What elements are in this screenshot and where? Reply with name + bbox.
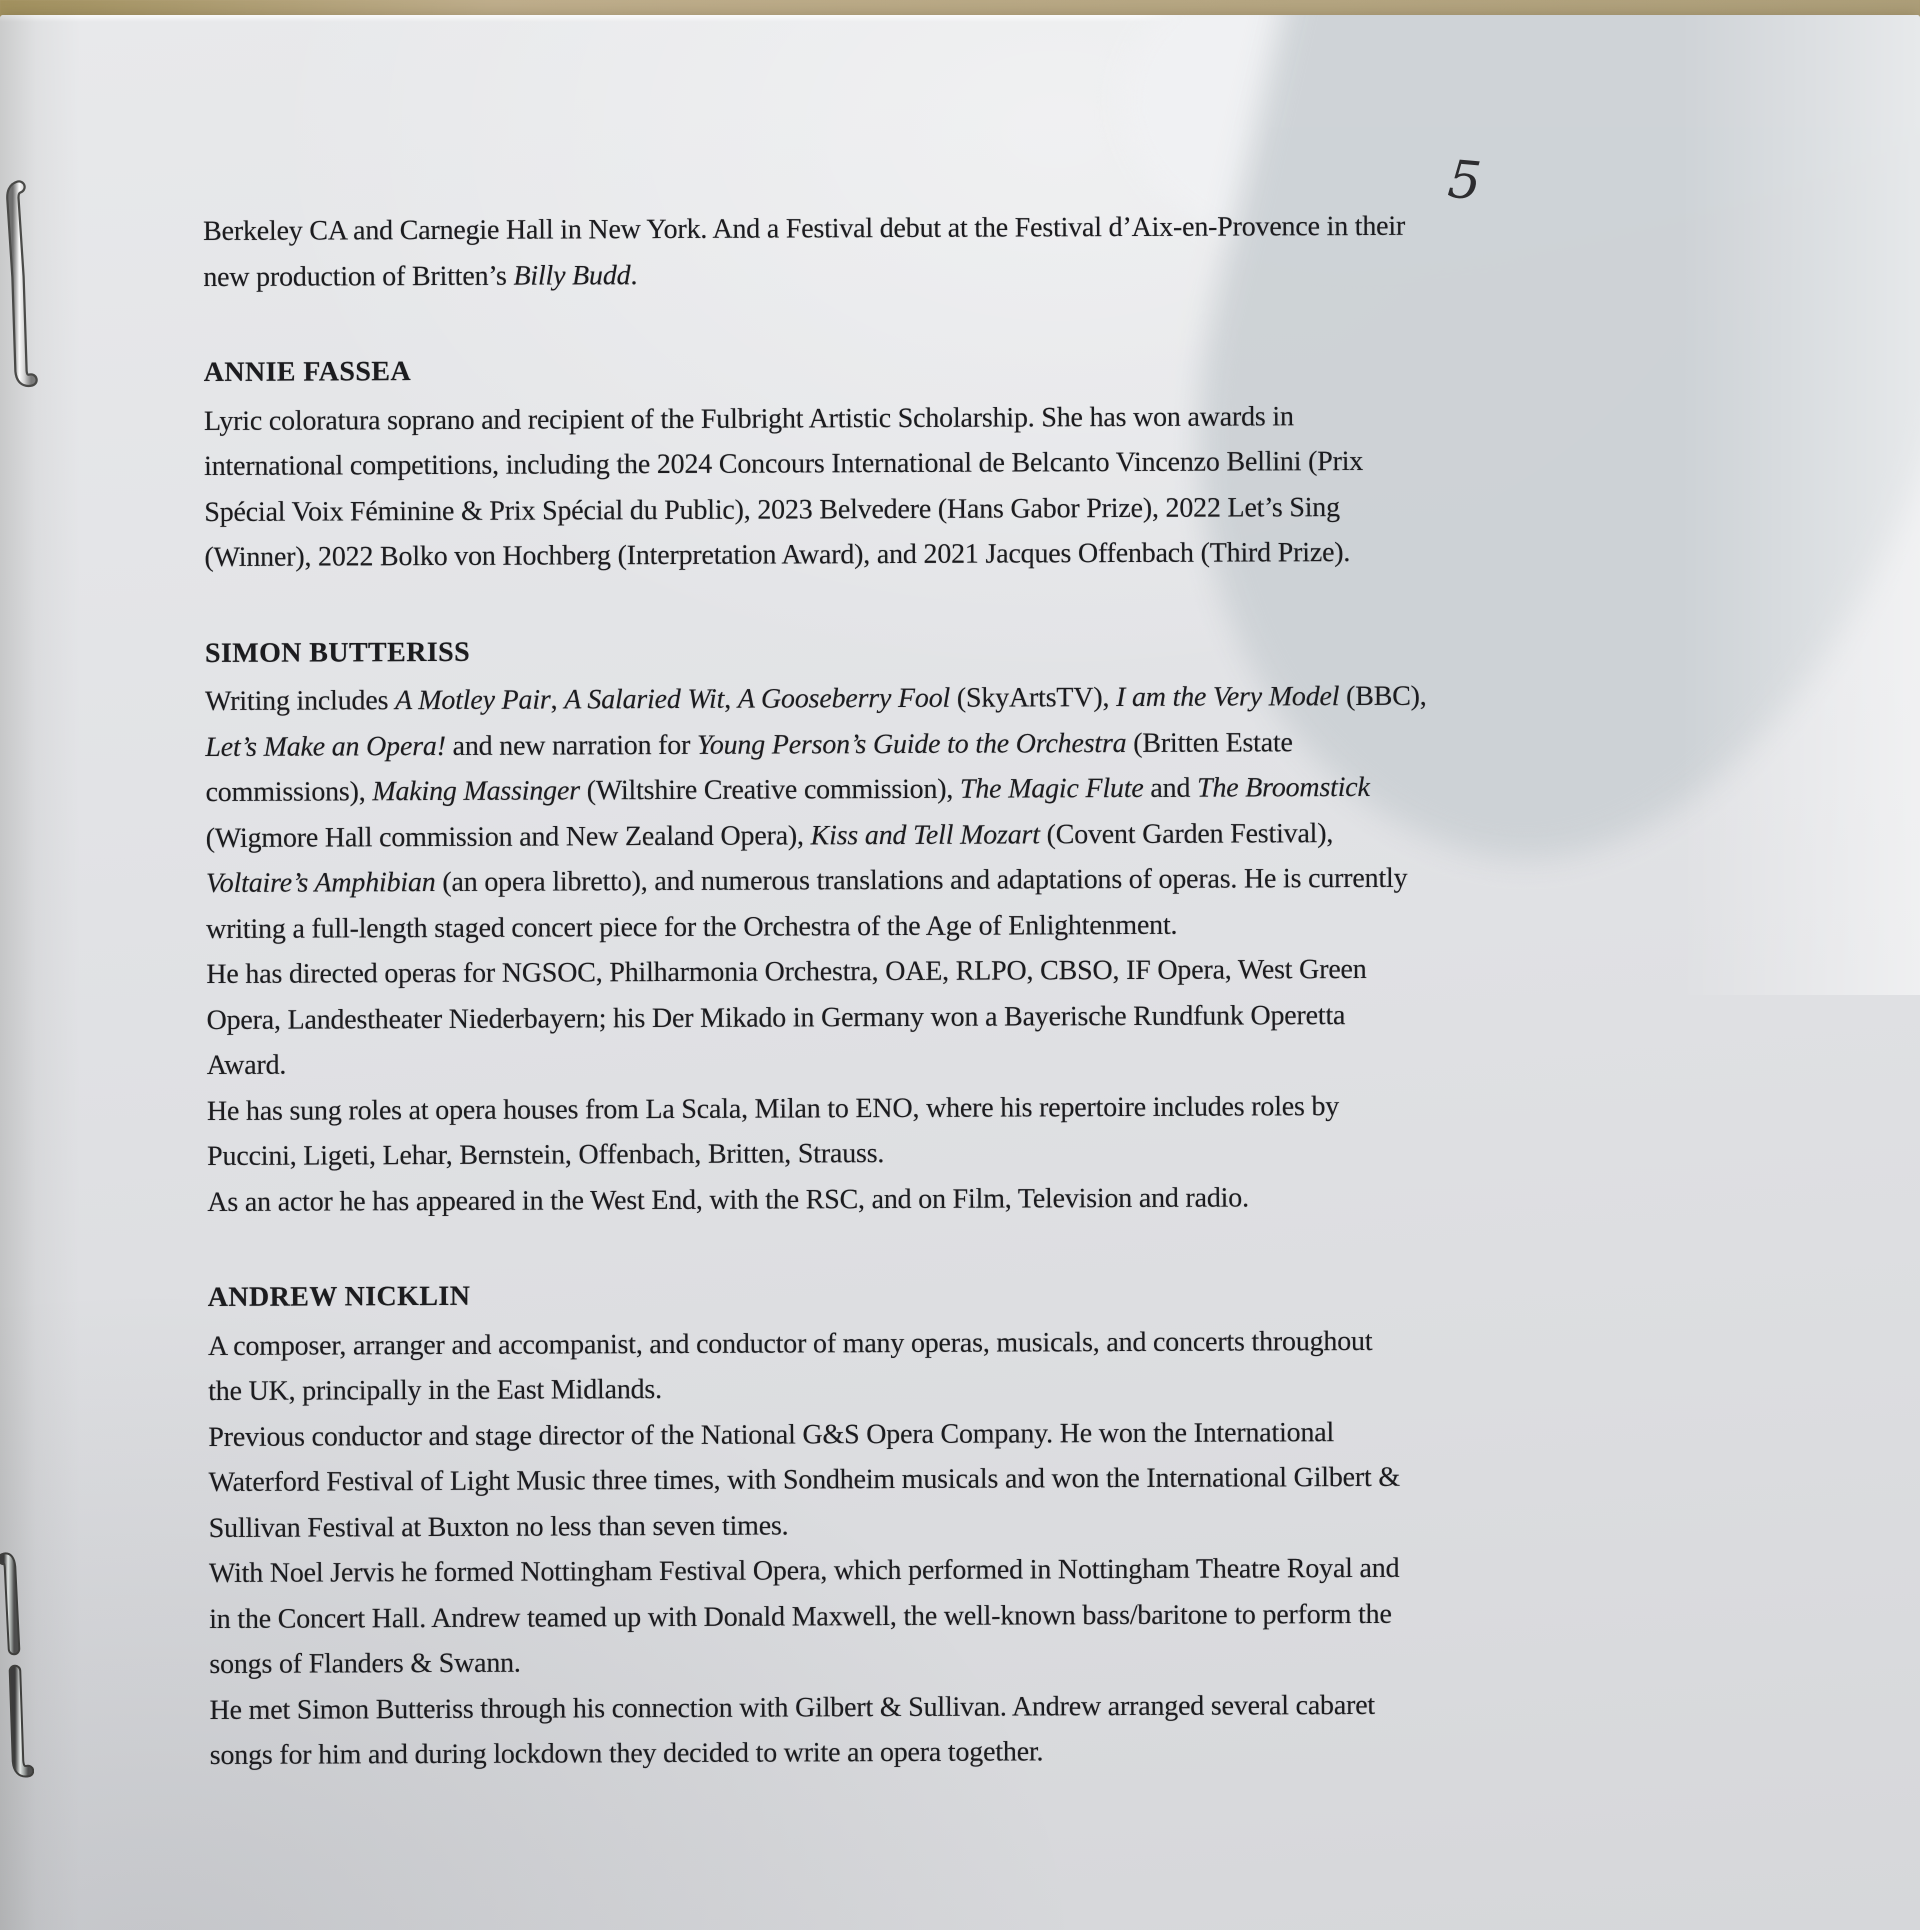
text-line: (Wigmore Hall commission and New Zealand Opera), Kiss and Tell Mozart (Covent Garden Festival), bbox=[205, 817, 1334, 854]
text-line: Voltaire’s Amphibian (an opera libretto), and numerous translations and adaptations of operas. He is currently bbox=[205, 862, 1408, 899]
text-line: Waterford Festival of Light Music three times, with Sondheim musicals and won the International Gilbert & bbox=[208, 1461, 1401, 1498]
text-line: A composer, arranger and accompanist, and conductor of many operas, musicals, and concerts throughout bbox=[207, 1325, 1373, 1362]
text-line: new production of Britten’s Billy Budd. bbox=[203, 259, 638, 293]
text-line: Puccini, Ligeti, Lehar, Bernstein, Offenbach, Britten, Strauss. bbox=[207, 1138, 885, 1172]
text-line: Spécial Voix Féminine & Prix Spécial du Public), 2023 Belvedere (Hans Gabor Prize), 2022 Let’s Sing bbox=[204, 491, 1340, 528]
text-line: the UK, principally in the East Midlands. bbox=[208, 1374, 662, 1407]
text-line: Let’s Make an Opera! and new narration for Young Person’s Guide to the Orchestra (Britten Estate bbox=[205, 726, 1293, 763]
text-line: With Noel Jervis he formed Nottingham Festival Opera, which performed in Nottingham Theatre Royal and bbox=[208, 1552, 1400, 1589]
text-line: As an actor he has appeared in the West End, with the RSC, and on Film, Television and radio. bbox=[207, 1181, 1249, 1218]
section-simon-butteriss bbox=[205, 625, 1428, 1225]
section-heading: ANDREW NICKLIN bbox=[207, 1280, 471, 1313]
text-line: commissions), Making Massinger (Wiltshire Creative commission), The Magic Flute and The Broomstick bbox=[205, 771, 1370, 808]
section-andrew-nicklin bbox=[208, 1270, 1430, 1779]
text-line: songs of Flanders & Swann. bbox=[209, 1647, 521, 1680]
text-line: Sullivan Festival at Buxton no less than seven times. bbox=[208, 1509, 789, 1544]
section-heading: ANNIE FASSEA bbox=[203, 356, 412, 388]
text-line: Award. bbox=[206, 1049, 287, 1081]
section-heading: SIMON BUTTERISS bbox=[204, 636, 471, 669]
text-line: writing a full-length staged concert piece for the Orchestra of the Age of Enlightenment. bbox=[206, 909, 1178, 945]
text-line: (Winner), 2022 Bolko von Hochberg (Interpretation Award), and 2021 Jacques Offenbach (Third Prize). bbox=[204, 536, 1351, 573]
staple-icon bbox=[2, 173, 48, 397]
text-line: He met Simon Butteriss through his connection with Gilbert & Sullivan. Andrew arranged several cabaret bbox=[209, 1689, 1376, 1726]
text-line: songs for him and during lockdown they decided to write an opera together. bbox=[209, 1736, 1044, 1771]
text-line: in the Concert Hall. Andrew teamed up with Donald Maxwell, the well-known bass/baritone to perform the bbox=[209, 1598, 1392, 1635]
biography-text-block bbox=[203, 204, 1430, 1779]
text-line: Berkeley CA and Carnegie Hall in New York. And a Festival debut at the Festival d’Aix-en-Provence in their bbox=[203, 210, 1406, 247]
section-annie-fassea bbox=[204, 345, 1425, 581]
text-line: He has sung roles at opera houses from La Scala, Milan to ENO, where his repertoire includes roles by bbox=[206, 1090, 1340, 1127]
text-line: Lyric coloratura soprano and recipient of the Fulbright Artistic Scholarship. She has won awards in bbox=[203, 400, 1294, 437]
text-line: Opera, Landestheater Niederbayern; his Der Mikado in Germany won a Bayerische Rundfunk Operetta bbox=[206, 999, 1346, 1036]
staple-icon bbox=[0, 1549, 34, 1785]
text-line: international competitions, including the 2024 Concours International de Belcanto Vincenzo Bellini (Prix bbox=[204, 445, 1364, 482]
section-intro bbox=[203, 204, 1423, 300]
text-line: He has directed operas for NGSOC, Philharmonia Orchestra, OAE, RLPO, CBSO, IF Opera, West Green bbox=[206, 953, 1367, 990]
booklet-page bbox=[0, 15, 1920, 1930]
page-number: 5 bbox=[1445, 149, 1484, 213]
text-line: Previous conductor and stage director of the National G&S Opera Company. He won the International bbox=[208, 1416, 1335, 1453]
page-edge-highlight bbox=[1680, 15, 1920, 995]
text-line: Writing includes A Motley Pair, A Salaried Wit, A Gooseberry Fool (SkyArtsTV), I am the Very Model (BBC), bbox=[205, 680, 1427, 717]
